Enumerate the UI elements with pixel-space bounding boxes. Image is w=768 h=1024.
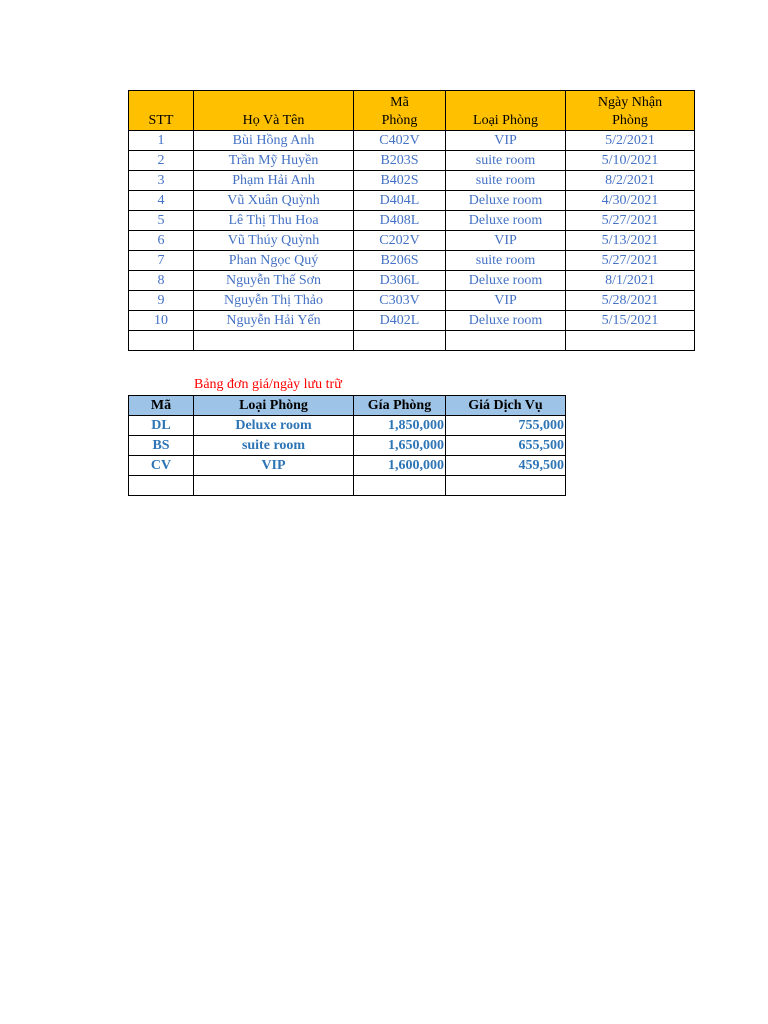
header-date[interactable] [566, 91, 695, 131]
empty-cell[interactable] [129, 476, 194, 496]
booking-row [129, 211, 695, 231]
header-date-line1: Ngày Nhận [597, 95, 663, 110]
cell-room-code[interactable]: D404L [354, 191, 446, 211]
cell-room-code[interactable]: D408L [354, 211, 446, 231]
cell-room-type[interactable]: Deluxe room [446, 271, 566, 291]
cell-room-type[interactable]: Deluxe room [446, 191, 566, 211]
price-row [129, 436, 566, 456]
cell-room-type[interactable]: Deluxe room [194, 416, 354, 436]
cell-date[interactable]: 5/15/2021 [566, 311, 695, 331]
cell-date[interactable]: 5/27/2021 [566, 251, 695, 271]
cell-date[interactable]: 5/13/2021 [566, 231, 695, 251]
header-room-type[interactable]: Loại Phòng [194, 396, 354, 416]
cell-name[interactable]: Nguyễn Thị Thảo [194, 291, 354, 311]
cell-name[interactable]: Nguyễn Thế Sơn [194, 271, 354, 291]
booking-header-row [129, 91, 695, 131]
booking-row [129, 171, 695, 191]
cell-room-code[interactable]: C202V [354, 231, 446, 251]
cell-service-price[interactable]: 755,000 [446, 416, 566, 436]
price-row [129, 456, 566, 476]
cell-service-price[interactable]: 459,500 [446, 456, 566, 476]
cell-stt[interactable]: 8 [129, 271, 194, 291]
empty-cell[interactable] [354, 331, 446, 351]
cell-stt[interactable]: 9 [129, 291, 194, 311]
cell-name[interactable]: Nguyễn Hải Yến [194, 311, 354, 331]
cell-room-price[interactable]: 1,600,000 [354, 456, 446, 476]
cell-room-type[interactable]: suite room [446, 171, 566, 191]
cell-service-price[interactable]: 655,500 [446, 436, 566, 456]
cell-room-type[interactable]: suite room [194, 436, 354, 456]
cell-name[interactable]: Trần Mỹ Huyền [194, 151, 354, 171]
cell-date[interactable]: 8/2/2021 [566, 171, 695, 191]
cell-stt[interactable]: 10 [129, 311, 194, 331]
booking-row [129, 311, 695, 331]
empty-cell[interactable] [566, 331, 695, 351]
header-room-code-line2: Phòng [381, 113, 418, 128]
price-header-row [129, 396, 566, 416]
booking-row [129, 151, 695, 171]
empty-cell[interactable] [446, 476, 566, 496]
cell-room-price[interactable]: 1,650,000 [354, 436, 446, 456]
cell-date[interactable]: 5/28/2021 [566, 291, 695, 311]
empty-cell[interactable] [446, 331, 566, 351]
empty-cell[interactable] [354, 476, 446, 496]
cell-room-code[interactable]: B206S [354, 251, 446, 271]
cell-stt[interactable]: 1 [129, 131, 194, 151]
cell-code[interactable]: BS [129, 436, 194, 456]
cell-stt[interactable]: 2 [129, 151, 194, 171]
header-room-price[interactable]: Gía Phòng [354, 396, 446, 416]
cell-room-type[interactable]: suite room [446, 151, 566, 171]
booking-row [129, 251, 695, 271]
price-table [128, 395, 566, 496]
cell-stt[interactable]: 6 [129, 231, 194, 251]
cell-room-type[interactable]: VIP [446, 131, 566, 151]
cell-room-code[interactable]: D306L [354, 271, 446, 291]
header-room-code-line1: Mã [390, 95, 409, 110]
price-row [129, 416, 566, 436]
cell-room-code[interactable]: C303V [354, 291, 446, 311]
booking-row [129, 271, 695, 291]
cell-name[interactable]: Phan Ngọc Quý [194, 251, 354, 271]
booking-empty-row [129, 331, 695, 351]
cell-name[interactable]: Vũ Thúy Quỳnh [194, 231, 354, 251]
cell-date[interactable]: 8/1/2021 [566, 271, 695, 291]
cell-room-price[interactable]: 1,850,000 [354, 416, 446, 436]
booking-row [129, 291, 695, 311]
cell-name[interactable]: Vũ Xuân Quỳnh [194, 191, 354, 211]
header-stt[interactable]: STT [129, 91, 194, 131]
empty-cell[interactable] [129, 331, 194, 351]
cell-date[interactable]: 5/10/2021 [566, 151, 695, 171]
cell-stt[interactable]: 5 [129, 211, 194, 231]
header-service-price[interactable]: Giá Dịch Vụ [446, 396, 566, 416]
cell-room-code[interactable]: B402S [354, 171, 446, 191]
cell-stt[interactable]: 7 [129, 251, 194, 271]
cell-stt[interactable]: 4 [129, 191, 194, 211]
cell-date[interactable]: 4/30/2021 [566, 191, 695, 211]
booking-row [129, 231, 695, 251]
cell-code[interactable]: DL [129, 416, 194, 436]
header-date-line2: Phòng [612, 113, 648, 128]
header-code[interactable]: Mã [129, 396, 194, 416]
cell-room-type[interactable]: VIP [194, 456, 354, 476]
cell-code[interactable]: CV [129, 456, 194, 476]
cell-room-code[interactable]: D402L [354, 311, 446, 331]
empty-cell[interactable] [194, 331, 354, 351]
booking-table [128, 90, 695, 351]
cell-room-code[interactable]: B203S [354, 151, 446, 171]
price-table-caption: Bảng đơn giá/ngày lưu trữ [194, 377, 342, 392]
cell-date[interactable]: 5/27/2021 [566, 211, 695, 231]
cell-date[interactable]: 5/2/2021 [566, 131, 695, 151]
cell-room-type[interactable]: Deluxe room [446, 211, 566, 231]
header-room-type[interactable]: Loại Phòng [446, 91, 566, 131]
empty-cell[interactable] [194, 476, 354, 496]
cell-name[interactable]: Lê Thị Thu Hoa [194, 211, 354, 231]
cell-room-type[interactable]: suite room [446, 251, 566, 271]
cell-room-type[interactable]: Deluxe room [446, 311, 566, 331]
booking-row [129, 131, 695, 151]
cell-stt[interactable]: 3 [129, 171, 194, 191]
cell-room-code[interactable]: C402V [354, 131, 446, 151]
price-empty-row [129, 476, 566, 496]
header-name[interactable]: Họ Và Tên [194, 91, 354, 131]
cell-room-type[interactable]: VIP [446, 231, 566, 251]
cell-name[interactable]: Bùi Hồng Anh [194, 131, 354, 151]
cell-name[interactable]: Phạm Hải Anh [194, 171, 354, 191]
header-room-code[interactable] [354, 91, 446, 131]
booking-row [129, 191, 695, 211]
cell-room-type[interactable]: VIP [446, 291, 566, 311]
